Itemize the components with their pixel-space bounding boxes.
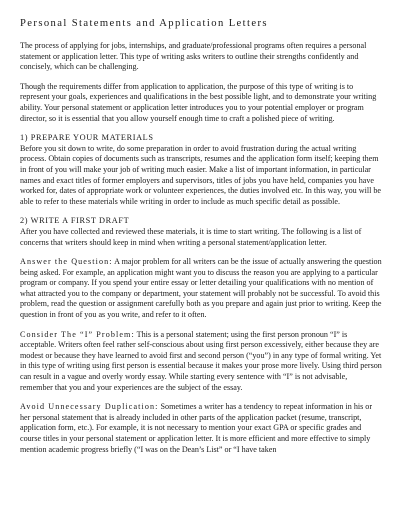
concern-text: This is a personal statement; using the first person pronoun “I” is acceptable. Writers often feel rather self-conscious about using first person excessively, either because they are modest or because they have learned to avoid first and second person (“you”) in any type of formal writing. Yet in this type of writing using first person is essential because it makes your prose more lively. Using third person can result in a vague and overly wordy essay. While starting every sentence with “I” is not advisable, remember that you and your experiences are the subject of the essay. xyxy=(20,329,382,392)
concern-label: Consider The “I” Problem: xyxy=(20,329,135,339)
concern-text: A major problem for all writers can be the issue of actually answering the question being asked. For example, an application might want you to discuss the reason you are applying to a particular program or company. If you spend your entire essay or letter detailing your qualifications with no mention of what attracted you to the company or department, your statement will probably not be successful. To avoid this problem, read the question or assignment carefully both as you prepare and again just prior to writing. Keep the question in front of you as you write, and refer to it often. xyxy=(20,257,382,320)
concern-answer-question xyxy=(20,257,382,321)
concern-i-problem xyxy=(20,330,382,394)
section-heading-draft: 2) WRITE A FIRST DRAFT xyxy=(20,216,130,226)
concern-label: Answer the Question: xyxy=(20,257,113,267)
section-body-prepare: Before you sit down to write, do some preparation in order to avoid frustration during the actual writing process. Obtain copies of documents such as transcripts, resumes and the application form itself; keeping them in front of you will make your job of writing much easier. Make a list of important information, in particular names and exact titles of former employers and supervisors, titles of jobs you have held, companies you have worked for, dates of appropriate work or volunteer experiences, the duties involved etc. In this way, you will be able to refer to these materials while writing in order to include as much specific detail as possible. xyxy=(20,143,382,206)
document-page xyxy=(20,18,382,464)
section-body-draft: After you have collected and reviewed these materials, it is time to start writing. The following is a list of concerns that writers should keep in mind when writing a personal statement/application letter. xyxy=(20,226,362,247)
concern-text: Sometimes a writer has a tendency to repeat information in his or her personal statement that is already included in other parts of the application packet (resume, transcript, application form, etc.). For example, it is not necessary to mention your exact GPA or specific grades and course titles in your personal statement or application letter. It is more efficient and more effective to simply mention academic progress briefly (“I was on the Dean’s List” or “I have taken xyxy=(20,402,373,454)
document-title: Personal Statements and Application Letters xyxy=(20,18,268,29)
concern-label: Avoid Unnecessary Duplication: xyxy=(20,402,159,412)
intro-paragraph-1: The process of applying for jobs, internships, and graduate/professional programs often requires a personal statement or application letter. This type of writing asks writers to outline their strengths confidently and concisely, which can be challenging. xyxy=(20,41,367,72)
concern-duplication xyxy=(20,402,382,455)
section-heading-prepare: 1) PREPARE YOUR MATERIALS xyxy=(20,133,154,143)
intro-paragraph-2: Though the requirements differ from application to application, the purpose of this type of writing is to represent your goals, experiences and qualifications in the best possible light, and to demonstrate your writing ability. Your personal statement or application letter introduces you to your potential employer or program director, so it is essential that you allow yourself enough time to craft a polished piece of writing. xyxy=(20,81,377,123)
